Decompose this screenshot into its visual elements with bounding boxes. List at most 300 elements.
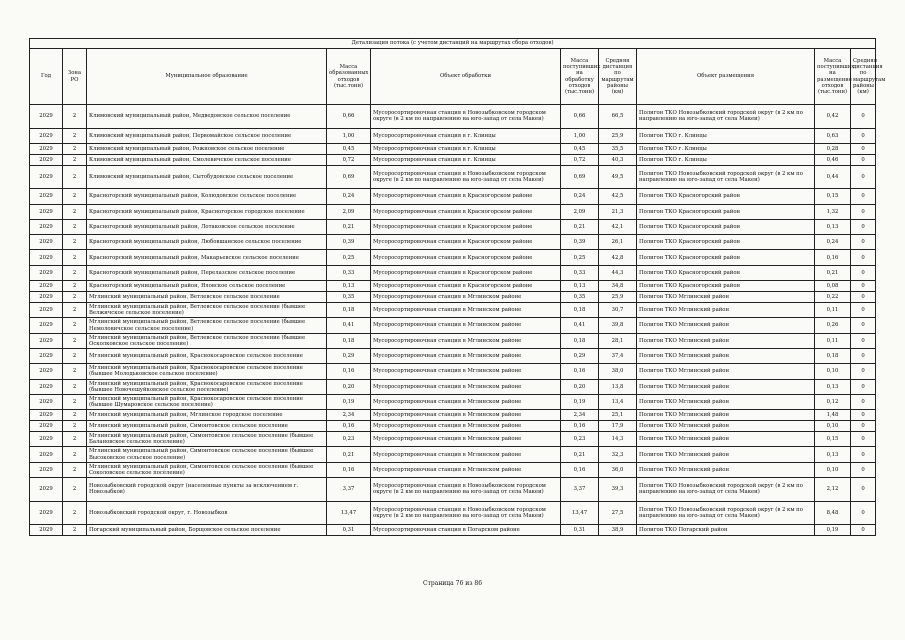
- cell-mo: Мглинский муниципальный район, Симонтовское сельское поселение (бывшее Высоковское сельское поселение): [87, 447, 327, 462]
- cell-zone: 2: [63, 250, 87, 265]
- cell-place: Полигон ТКО Красногорский район: [637, 281, 815, 292]
- cell-mass_in: 0,31: [561, 525, 599, 536]
- cell-year: 2029: [30, 462, 63, 477]
- cell-zone: 2: [63, 189, 87, 204]
- cell-mo: Мглинский муниципальный район, Симонтовское сельское поселение (бывшее Балановское сельское поселение): [87, 432, 327, 447]
- cell-mo: Мглинский муниципальный район, Симонтовское сельское поселение (бывшее Соколовское сельское поселение): [87, 462, 327, 477]
- table-body: [30, 105, 876, 536]
- cell-mass: 0,24: [327, 189, 371, 204]
- cell-dist2: 0: [851, 105, 876, 129]
- cell-year: 2029: [30, 318, 63, 333]
- cell-place: Полигон ТКО Мглинский район: [637, 432, 815, 447]
- cell-obj: Мусоросортировочная станция в Красногорском районе: [371, 250, 561, 265]
- cell-mass: 13,47: [327, 501, 371, 525]
- table-row: [30, 348, 876, 363]
- cell-mass: 0,21: [327, 219, 371, 234]
- cell-dist: 25,9: [599, 292, 637, 303]
- cell-mass_in: 0,18: [561, 303, 599, 318]
- cell-place: Полигон ТКО Красногорский район: [637, 250, 815, 265]
- cell-obj: Мусоросортировочная станция в Новозыбковском городском округе (в 2 км по направлению на юго-запад от села Макеи): [371, 478, 561, 502]
- cell-mass_place: 0,22: [815, 292, 851, 303]
- cell-year: 2029: [30, 281, 63, 292]
- cell-dist: 38,9: [599, 525, 637, 536]
- cell-year: 2029: [30, 292, 63, 303]
- cell-zone: 2: [63, 219, 87, 234]
- cell-dist: 34,8: [599, 281, 637, 292]
- cell-dist2: 0: [851, 348, 876, 363]
- cell-dist2: 0: [851, 128, 876, 143]
- table-row: [30, 143, 876, 154]
- cell-mass: 0,35: [327, 292, 371, 303]
- cell-obj: Мусоросортировочная станция в Мглинском районе: [371, 462, 561, 477]
- cell-mass_in: 0,16: [561, 421, 599, 432]
- cell-mass_in: 1,00: [561, 128, 599, 143]
- col-header-year: Год: [30, 49, 63, 105]
- cell-year: 2029: [30, 250, 63, 265]
- cell-mass: 0,72: [327, 154, 371, 165]
- cell-zone: 2: [63, 281, 87, 292]
- cell-year: 2029: [30, 364, 63, 379]
- cell-place: Полигон ТКО Новозыбковский городской округ (в 2 км по направлению на юго-запад от села Макеи): [637, 478, 815, 502]
- cell-obj: Мусоросортировочная станция в Красногорском районе: [371, 219, 561, 234]
- table-row: [30, 478, 876, 502]
- cell-mass_in: 0,23: [561, 432, 599, 447]
- table-row: [30, 394, 876, 409]
- cell-dist: 36,0: [599, 462, 637, 477]
- cell-mass_in: 0,20: [561, 379, 599, 394]
- table-row: [30, 128, 876, 143]
- cell-dist2: 0: [851, 292, 876, 303]
- cell-zone: 2: [63, 128, 87, 143]
- cell-mass: 0,18: [327, 303, 371, 318]
- cell-zone: 2: [63, 292, 87, 303]
- cell-mass: 0,45: [327, 143, 371, 154]
- cell-dist2: 0: [851, 204, 876, 219]
- cell-mass_in: 0,33: [561, 265, 599, 280]
- cell-zone: 2: [63, 265, 87, 280]
- cell-mo: Мглинский муниципальный район, Ветлевское сельское поселение (бывшее Немоловичское сельское поселение): [87, 318, 327, 333]
- cell-mass_place: 0,44: [815, 165, 851, 189]
- cell-year: 2029: [30, 265, 63, 280]
- cell-obj: Мусоросортировочная станция в Мглинском районе: [371, 421, 561, 432]
- cell-dist2: 0: [851, 303, 876, 318]
- cell-dist2: 0: [851, 219, 876, 234]
- cell-year: 2029: [30, 410, 63, 421]
- cell-place: Полигон ТКО Красногорский район: [637, 189, 815, 204]
- table-row: [30, 333, 876, 348]
- cell-dist2: 0: [851, 525, 876, 536]
- cell-mass_place: 0,28: [815, 143, 851, 154]
- cell-mo: Красногорский муниципальный район, Любовшанское сельское поселение: [87, 235, 327, 250]
- cell-dist2: 0: [851, 333, 876, 348]
- cell-place: Полигон ТКО Погарский район: [637, 525, 815, 536]
- cell-mo: Мглинский муниципальный район, Ветлевское сельское поселение (бывшее Осколковское сельское поселение): [87, 333, 327, 348]
- cell-zone: 2: [63, 394, 87, 409]
- cell-mass_in: 0,21: [561, 447, 599, 462]
- cell-dist2: 0: [851, 154, 876, 165]
- cell-mass_in: 0,13: [561, 281, 599, 292]
- cell-mass_in: 0,16: [561, 462, 599, 477]
- cell-obj: Мусоросортировочная станция в Красногорском районе: [371, 235, 561, 250]
- cell-mo: Красногорский муниципальный район, Яловское сельское поселение: [87, 281, 327, 292]
- cell-year: 2029: [30, 105, 63, 129]
- cell-year: 2029: [30, 204, 63, 219]
- cell-place: Полигон ТКО Мглинский район: [637, 318, 815, 333]
- table-row: [30, 525, 876, 536]
- cell-mass_in: 0,25: [561, 250, 599, 265]
- cell-obj: Мусоросортировочная станция в Мглинском районе: [371, 432, 561, 447]
- cell-year: 2029: [30, 478, 63, 502]
- cell-obj: Мусоросортировочная станция в Новозыбковском городском округе (в 2 км по направлению на юго-запад от села Макеи): [371, 165, 561, 189]
- cell-year: 2029: [30, 235, 63, 250]
- cell-mass_place: 0,13: [815, 447, 851, 462]
- cell-obj: Мусоросортировочная станция в г. Клинцы: [371, 143, 561, 154]
- cell-mo: Климовский муниципальный район, Рожновское сельское поселение: [87, 143, 327, 154]
- cell-zone: 2: [63, 421, 87, 432]
- cell-mass_place: 0,10: [815, 421, 851, 432]
- cell-dist: 37,4: [599, 348, 637, 363]
- cell-mass_in: 0,35: [561, 292, 599, 303]
- cell-place: Полигон ТКО Красногорский район: [637, 219, 815, 234]
- cell-place: Полигон ТКО Мглинский район: [637, 462, 815, 477]
- cell-place: Полигон ТКО Красногорский район: [637, 265, 815, 280]
- cell-dist2: 0: [851, 432, 876, 447]
- cell-zone: 2: [63, 462, 87, 477]
- col-header-processing-object: Объект обработки: [371, 49, 561, 105]
- cell-mass_place: 0,42: [815, 105, 851, 129]
- cell-mass_in: 0,24: [561, 189, 599, 204]
- col-header-mass-disposed: Масса поступивших на размещение отходов (тыс.тонн): [815, 49, 851, 105]
- cell-year: 2029: [30, 219, 63, 234]
- cell-place: Полигон ТКО Новозыбковский городской округ (в 2 км по направлению на юго-запад от села Макеи): [637, 105, 815, 129]
- cell-obj: Мусоросортировочная станция в Мглинском районе: [371, 292, 561, 303]
- cell-mass_in: 0,29: [561, 348, 599, 363]
- table-row: [30, 165, 876, 189]
- cell-zone: 2: [63, 204, 87, 219]
- cell-obj: Мусоросортировочная станция в Мглинском районе: [371, 379, 561, 394]
- cell-mass_in: 0,39: [561, 235, 599, 250]
- cell-year: 2029: [30, 394, 63, 409]
- cell-mo: Климовский муниципальный район, Первомайское сельское поселение: [87, 128, 327, 143]
- table-row: [30, 154, 876, 165]
- cell-mo: Климовский муниципальный район, Медведовское сельское поселение: [87, 105, 327, 129]
- cell-mass_place: 0,11: [815, 303, 851, 318]
- cell-year: 2029: [30, 143, 63, 154]
- cell-mass: 0,31: [327, 525, 371, 536]
- cell-place: Полигон ТКО Мглинский район: [637, 379, 815, 394]
- cell-mass: 0,25: [327, 250, 371, 265]
- table-row: [30, 250, 876, 265]
- cell-place: Полигон ТКО г. Клинцы: [637, 128, 815, 143]
- cell-zone: 2: [63, 364, 87, 379]
- cell-mass_place: 0,46: [815, 154, 851, 165]
- cell-zone: 2: [63, 410, 87, 421]
- cell-mass_place: 0,18: [815, 348, 851, 363]
- cell-place: Полигон ТКО Мглинский район: [637, 348, 815, 363]
- cell-mass: 2,34: [327, 410, 371, 421]
- cell-mass: 1,00: [327, 128, 371, 143]
- cell-mass_place: 0,26: [815, 318, 851, 333]
- cell-dist2: 0: [851, 462, 876, 477]
- cell-year: 2029: [30, 525, 63, 536]
- cell-mo: Мглинский муниципальный район, Мглинское городское поселение: [87, 410, 327, 421]
- cell-zone: 2: [63, 525, 87, 536]
- cell-dist: 66,5: [599, 105, 637, 129]
- col-header-mass-processed: Масса поступивших на обработку отходов (тыс.тонн): [561, 49, 599, 105]
- cell-year: 2029: [30, 165, 63, 189]
- cell-mo: Мглинский муниципальный район, Краснокосаровское сельское поселение (бывшее Молодьковское сельское поселение): [87, 364, 327, 379]
- cell-obj: Мусоросортировочная станция в Красногорском районе: [371, 189, 561, 204]
- cell-mass_place: 1,32: [815, 204, 851, 219]
- cell-place: Полигон ТКО Мглинский район: [637, 447, 815, 462]
- table-row: [30, 432, 876, 447]
- cell-mo: Красногорский муниципальный район, Лотаковское сельское поселение: [87, 219, 327, 234]
- cell-dist2: 0: [851, 447, 876, 462]
- cell-dist2: 0: [851, 265, 876, 280]
- cell-obj: Мусоросортировочная станция в Мглинском районе: [371, 394, 561, 409]
- cell-mo: Красногорский муниципальный район, Перелазское сельское поселение: [87, 265, 327, 280]
- cell-dist2: 0: [851, 189, 876, 204]
- cell-dist: 17,9: [599, 421, 637, 432]
- cell-place: Полигон ТКО Мглинский район: [637, 421, 815, 432]
- cell-dist: 30,7: [599, 303, 637, 318]
- cell-dist2: 0: [851, 379, 876, 394]
- cell-dist: 49,5: [599, 165, 637, 189]
- cell-mass: 0,69: [327, 165, 371, 189]
- page-number: Страница 76 из 86: [422, 580, 483, 587]
- cell-obj: Мусоросортировочная станция в Погарском районе: [371, 525, 561, 536]
- cell-year: 2029: [30, 501, 63, 525]
- cell-obj: Мусоросортировочная станция в Новозыбковском городском округе (в 2 км по направлению на юго-запад от села Макеи): [371, 501, 561, 525]
- cell-mass_in: 0,18: [561, 333, 599, 348]
- cell-obj: Мусоросортировочная станция в Мглинском районе: [371, 303, 561, 318]
- cell-zone: 2: [63, 333, 87, 348]
- cell-year: 2029: [30, 189, 63, 204]
- table-row: [30, 501, 876, 525]
- cell-mass_place: 0,15: [815, 189, 851, 204]
- cell-mass: 0,66: [327, 105, 371, 129]
- cell-mass_place: 0,16: [815, 250, 851, 265]
- cell-year: 2029: [30, 348, 63, 363]
- table-row: [30, 462, 876, 477]
- cell-zone: 2: [63, 235, 87, 250]
- cell-mass_in: 0,21: [561, 219, 599, 234]
- cell-dist: 42,5: [599, 189, 637, 204]
- table-row: [30, 204, 876, 219]
- col-header-municipality: Муниципальное образование: [87, 49, 327, 105]
- table-row: [30, 292, 876, 303]
- cell-mo: Красногорский муниципальный район, Красногорское городское поселение: [87, 204, 327, 219]
- table-row: [30, 318, 876, 333]
- cell-year: 2029: [30, 154, 63, 165]
- table-row: [30, 281, 876, 292]
- cell-obj: Мусоросортировочная станция в г. Клинцы: [371, 128, 561, 143]
- cell-dist: 13,4: [599, 394, 637, 409]
- cell-obj: Мусоросортировочная станция в Новозыбковском городском округе (в 2 км по направлению на юго-запад от села Макеи): [371, 105, 561, 129]
- cell-mass_in: 0,72: [561, 154, 599, 165]
- col-header-zone: Зона РО: [63, 49, 87, 105]
- cell-dist2: 0: [851, 501, 876, 525]
- cell-mass_in: 0,19: [561, 394, 599, 409]
- cell-zone: 2: [63, 143, 87, 154]
- cell-mo: Новозыбковский городской округ, г. Новозыбков: [87, 501, 327, 525]
- cell-place: Полигон ТКО Новозыбковский городской округ (в 2 км по направлению на юго-запад от села Макеи): [637, 165, 815, 189]
- cell-dist2: 0: [851, 410, 876, 421]
- cell-mass: 0,39: [327, 235, 371, 250]
- cell-place: Полигон ТКО Мглинский район: [637, 333, 815, 348]
- table-row: [30, 219, 876, 234]
- cell-dist: 42,8: [599, 250, 637, 265]
- cell-obj: Мусоросортировочная станция в Мглинском районе: [371, 333, 561, 348]
- cell-obj: Мусоросортировочная станция в Красногорском районе: [371, 281, 561, 292]
- cell-year: 2029: [30, 379, 63, 394]
- cell-dist2: 0: [851, 165, 876, 189]
- cell-place: Полигон ТКО Мглинский район: [637, 394, 815, 409]
- cell-mass: 0,41: [327, 318, 371, 333]
- cell-mass: 0,21: [327, 447, 371, 462]
- cell-mass: 2,09: [327, 204, 371, 219]
- cell-mo: Мглинский муниципальный район, Ветлевское сельское поселение (бывшее Велжичское сельское поселение): [87, 303, 327, 318]
- cell-mass_place: 0,10: [815, 364, 851, 379]
- cell-place: Полигон ТКО Мглинский район: [637, 410, 815, 421]
- cell-zone: 2: [63, 348, 87, 363]
- cell-place: Полигон ТКО г. Клинцы: [637, 143, 815, 154]
- cell-year: 2029: [30, 303, 63, 318]
- cell-dist: 14,3: [599, 432, 637, 447]
- cell-dist: 21,3: [599, 204, 637, 219]
- cell-zone: 2: [63, 478, 87, 502]
- table-row: [30, 379, 876, 394]
- cell-obj: Мусоросортировочная станция в Красногорском районе: [371, 265, 561, 280]
- cell-mass: 0,23: [327, 432, 371, 447]
- cell-mo: Красногорский муниципальный район, Колюдовское сельское поселение: [87, 189, 327, 204]
- cell-mass_in: 0,66: [561, 105, 599, 129]
- cell-mo: Новозыбковский городской округ (населенные пункты за исключением г. Новозыбков): [87, 478, 327, 502]
- cell-year: 2029: [30, 333, 63, 348]
- cell-mass_in: 3,37: [561, 478, 599, 502]
- cell-zone: 2: [63, 154, 87, 165]
- cell-mass: 0,20: [327, 379, 371, 394]
- cell-dist: 27,5: [599, 501, 637, 525]
- cell-mo: Мглинский муниципальный район, Краснокосаровское сельское поселение: [87, 348, 327, 363]
- table-row: [30, 303, 876, 318]
- cell-mo: Мглинский муниципальный район, Краснокосаровское сельское поселение (бывшее Шумаровское сельское поселение): [87, 394, 327, 409]
- cell-mass_in: 0,69: [561, 165, 599, 189]
- col-header-distance-2: Средняя дистанция по маршрутам районы (км): [851, 49, 876, 105]
- cell-mass: 0,19: [327, 394, 371, 409]
- cell-mo: Погарский муниципальный район, Борщовское сельское поселение: [87, 525, 327, 536]
- cell-dist2: 0: [851, 281, 876, 292]
- cell-mass_place: 0,19: [815, 525, 851, 536]
- cell-dist: 38,0: [599, 364, 637, 379]
- cell-mass_place: 0,21: [815, 265, 851, 280]
- cell-dist2: 0: [851, 143, 876, 154]
- cell-mass_place: 0,10: [815, 462, 851, 477]
- cell-mass_place: 0,12: [815, 394, 851, 409]
- cell-dist: 39,3: [599, 478, 637, 502]
- cell-zone: 2: [63, 447, 87, 462]
- cell-mass_in: 13,47: [561, 501, 599, 525]
- cell-zone: 2: [63, 501, 87, 525]
- table-row: [30, 421, 876, 432]
- cell-zone: 2: [63, 432, 87, 447]
- cell-place: Полигон ТКО Мглинский район: [637, 303, 815, 318]
- cell-mass_in: 0,41: [561, 318, 599, 333]
- cell-dist: 13,8: [599, 379, 637, 394]
- col-header-disposal-object: Объект размещения: [637, 49, 815, 105]
- cell-mass: 0,33: [327, 265, 371, 280]
- cell-dist2: 0: [851, 318, 876, 333]
- cell-mass_place: 0,15: [815, 432, 851, 447]
- cell-mo: Мглинский муниципальный район, Краснокосаровское сельское поселение (бывшее Новочешуйковское сельское поселение): [87, 379, 327, 394]
- cell-mass: 3,37: [327, 478, 371, 502]
- cell-mass_in: 0,45: [561, 143, 599, 154]
- cell-mo: Мглинский муниципальный район, Ветлевское сельское поселение: [87, 292, 327, 303]
- cell-year: 2029: [30, 128, 63, 143]
- cell-dist: 35,5: [599, 143, 637, 154]
- cell-dist: 39,8: [599, 318, 637, 333]
- cell-dist: 26,1: [599, 235, 637, 250]
- table-caption: Детализация потока (с учетом дистанций на маршрутах сбора отходов): [30, 39, 876, 49]
- cell-mo: Мглинский муниципальный район, Симонтовское сельское поселение: [87, 421, 327, 432]
- cell-dist2: 0: [851, 478, 876, 502]
- cell-dist2: 0: [851, 394, 876, 409]
- cell-obj: Мусоросортировочная станция в Мглинском районе: [371, 318, 561, 333]
- cell-mo: Климовский муниципальный район, Смолевичское сельское поселение: [87, 154, 327, 165]
- cell-dist2: 0: [851, 250, 876, 265]
- cell-mass: 0,16: [327, 364, 371, 379]
- cell-mass: 0,13: [327, 281, 371, 292]
- waste-flow-table: [29, 38, 886, 536]
- cell-mass_place: 0,08: [815, 281, 851, 292]
- cell-mass_in: 2,34: [561, 410, 599, 421]
- cell-dist: 40,3: [599, 154, 637, 165]
- col-header-mass-generated: Масса образованных отходов (тыс.тонн): [327, 49, 371, 105]
- cell-place: Полигон ТКО г. Клинцы: [637, 154, 815, 165]
- cell-mass_in: 0,16: [561, 364, 599, 379]
- cell-place: Полигон ТКО Мглинский район: [637, 364, 815, 379]
- cell-year: 2029: [30, 447, 63, 462]
- cell-mass: 0,18: [327, 333, 371, 348]
- cell-year: 2029: [30, 421, 63, 432]
- cell-obj: Мусоросортировочная станция в г. Клинцы: [371, 154, 561, 165]
- cell-dist2: 0: [851, 421, 876, 432]
- table-row: [30, 410, 876, 421]
- cell-mo: Красногорский муниципальный район, Макарьевское сельское поселение: [87, 250, 327, 265]
- cell-mass_place: 0,11: [815, 333, 851, 348]
- cell-obj: Мусоросортировочная станция в Красногорском районе: [371, 204, 561, 219]
- cell-mass_place: 0,63: [815, 128, 851, 143]
- cell-zone: 2: [63, 303, 87, 318]
- col-header-distance: Средняя дистанция по маршрутам районы (км): [599, 49, 637, 105]
- cell-place: Полигон ТКО Красногорский район: [637, 204, 815, 219]
- cell-year: 2029: [30, 432, 63, 447]
- cell-zone: 2: [63, 165, 87, 189]
- cell-obj: Мусоросортировочная станция в Мглинском районе: [371, 447, 561, 462]
- table-row: [30, 265, 876, 280]
- cell-mass_place: 0,13: [815, 219, 851, 234]
- cell-mass: 0,16: [327, 421, 371, 432]
- cell-obj: Мусоросортировочная станция в Мглинском районе: [371, 410, 561, 421]
- table-row: [30, 105, 876, 129]
- cell-obj: Мусоросортировочная станция в Мглинском районе: [371, 348, 561, 363]
- cell-mass_place: 1,48: [815, 410, 851, 421]
- cell-dist: 25,9: [599, 128, 637, 143]
- cell-mass_in: 2,09: [561, 204, 599, 219]
- cell-dist2: 0: [851, 364, 876, 379]
- table-row: [30, 364, 876, 379]
- cell-dist: 44,3: [599, 265, 637, 280]
